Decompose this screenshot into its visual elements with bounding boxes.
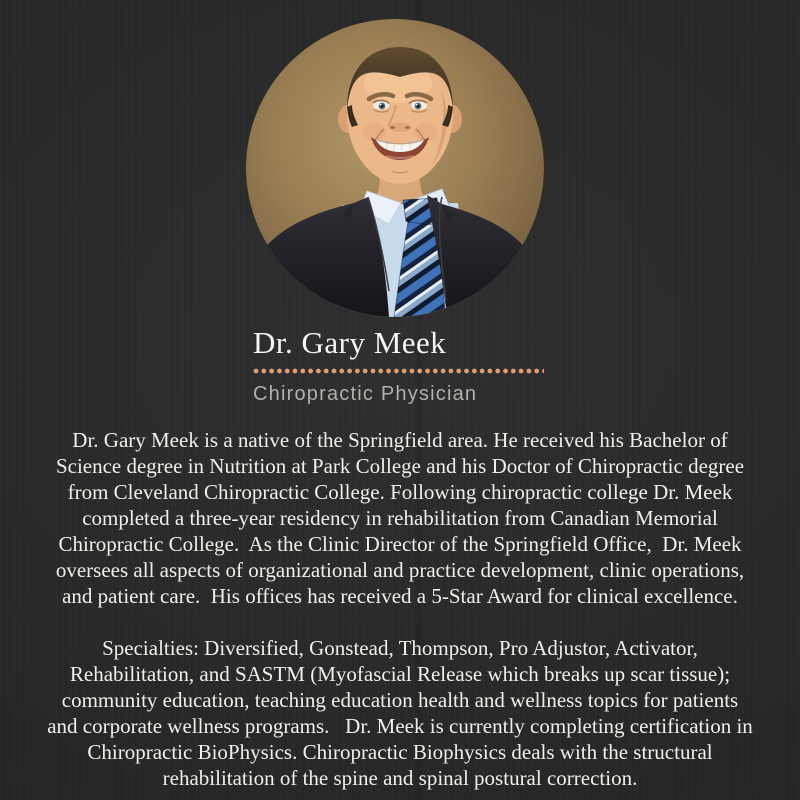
portrait-illustration xyxy=(246,19,544,317)
bio-paragraph-2 xyxy=(0,635,800,791)
bio-line: from Cleveland Chiropractic College. Following chiropractic college Dr. Meek xyxy=(67,480,733,504)
bio-line: Dr. Gary Meek is a native of the Springfield area. He received his Bachelor of xyxy=(72,428,728,452)
bio-line: completed a three-year residency in rehabilitation from Canadian Memorial xyxy=(82,506,718,530)
profile-header xyxy=(253,326,544,406)
bio-line: and patient care. His offices has received a 5-Star Award for clinical excellence. xyxy=(62,584,738,608)
bio-line: Science degree in Nutrition at Park College and his Doctor of Chiropractic degree xyxy=(55,454,745,478)
bio-line: Specialties: Diversified, Gonstead, Thompson, Pro Adjustor, Activator, xyxy=(102,636,698,660)
bio-line: and corporate wellness programs. Dr. Meek is currently completing certification in xyxy=(47,714,753,738)
bio-line: rehabilitation of the spine and spinal postural correction. xyxy=(162,766,638,790)
dotted-divider xyxy=(253,368,544,374)
bio-line: oversees all aspects of organizational and practice development, clinic operations, xyxy=(55,558,745,582)
bio-line: Chiropractic College. As the Clinic Director of the Springfield Office, Dr. Meek xyxy=(58,532,742,556)
profile-role: Chiropractic Physician xyxy=(253,383,478,405)
profile-name: Dr. Gary Meek xyxy=(253,325,447,360)
bio-paragraph-1 xyxy=(0,427,800,609)
bio-line: Chiropractic BioPhysics. Chiropractic Biophysics deals with the structural xyxy=(87,740,713,764)
profile-photo xyxy=(246,19,544,317)
bio-line: Rehabilitation, and SASTM (Myofascial Release which breaks up scar tissue); xyxy=(69,662,731,686)
bio-text xyxy=(0,427,800,791)
bio-line: community education, teaching education health and wellness topics for patients xyxy=(61,688,739,712)
